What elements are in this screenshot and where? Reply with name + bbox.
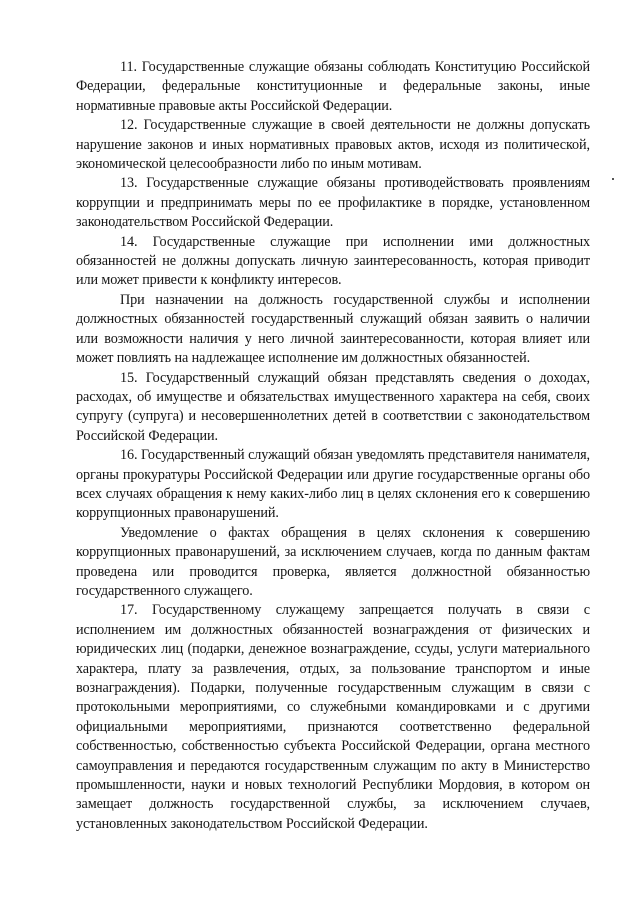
paragraph-13: 13. Государственные служащие обязаны противодействовать проявлениям коррупции и предпринимать меры по ее профилактике в порядке, установленном законодательством Российской Федерации. xyxy=(76,175,590,231)
paragraph-16: 16. Государственный служащий обязан уведомлять представителя нанимателя, органы прокуратуры Российской Федерации или другие государственные органы обо всех случаях обращения к нему каких-либо лиц в целях склонения его к совершению коррупционных правонарушений. xyxy=(76,447,590,522)
paragraph-16-continued: Уведомление о фактах обращения в целях склонения к совершению коррупционных правонарушений, за исключением случаев, когда по данным фактам проведена или проводится проверка, является должностной обязанностью государственного служащего. xyxy=(76,524,590,599)
scan-speck xyxy=(612,178,614,180)
paragraph-17: 17. Государственному служащему запрещается получать в связи с исполнением им должностных обязанностей вознаграждения от физических и юридических лиц (подарки, денежное вознаграждение, ссуды, услуги материального характера, плату за развлечения, отдых, за пользование транспортом и иные вознаграждения). Подарки, полученные государственным служащим в связи с протокольными мероприятиями, со служебными командировками и с другими официальными мероприятиями, признаются соответственно федеральной собственностью, собственностью субъекта Российской Федерации, органа местного самоуправления и передаются государственным служащим по акту в Министерство промышленности, науки и новых технологий Республики Мордовия, в котором он замещает должность государственной службы, за исключением случаев, установленных законодательством Российской Федерации. xyxy=(76,602,590,832)
paragraph-14: 14. Государственные служащие при исполнении ими должностных обязанностей не должны допускать личную заинтересованность, которая приводит или может привести к конфликту интересов. xyxy=(76,233,590,289)
paragraph-12: 12. Государственные служащие в своей деятельности не должны допускать нарушение законов и иных нормативных правовых актов, исходя из политической, экономической целесообразности либо по иным мотивам. xyxy=(76,117,590,173)
paragraph-14-continued: При назначении на должность государственной службы и исполнении должностных обязанностей государственный служащий обязан заявить о наличии или возможности наличия у него личной заинтересованности, которая влияет или может повлиять на надлежащее исполнение им должностных обязанностей. xyxy=(76,291,590,367)
paragraph-11: 11. Государственные служащие обязаны соблюдать Конституцию Российской Федерации, федеральные конституционные и федеральные законы, иные нормативные правовые акты Российской Федерации. xyxy=(76,59,590,114)
paragraph-15: 15. Государственный служащий обязан представлять сведения о доходах, расходах, об имуществе и обязательствах имущественного характера на себя, своих супругу (супруга) и несовершеннолетних детей в соответствии с законодательством Российской Федерации. xyxy=(76,369,590,444)
document-body xyxy=(76,58,590,834)
